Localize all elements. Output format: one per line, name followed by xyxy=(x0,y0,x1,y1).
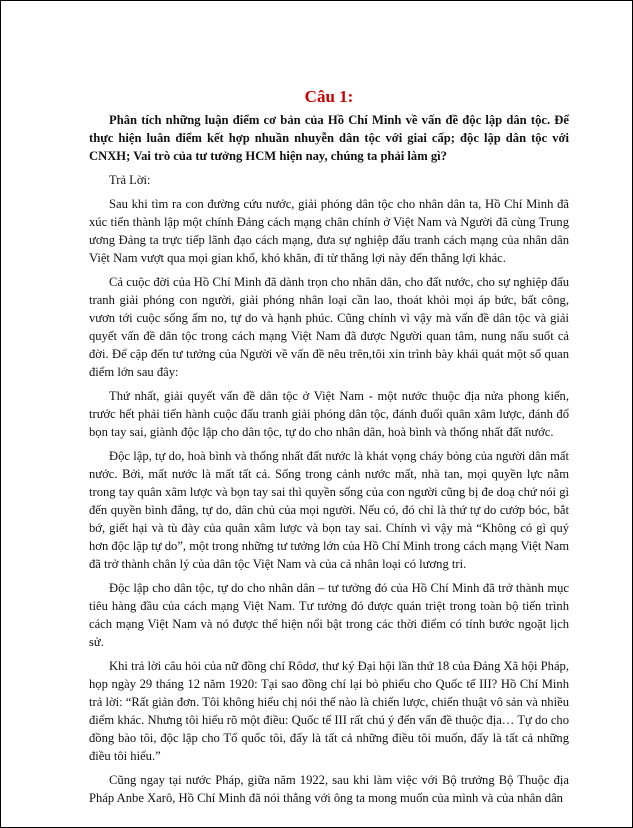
paragraph: Sau khi tìm ra con đường cứu nước, giải phóng dân tộc cho nhân dân ta, Hồ Chí Minh đã xúc tiến thành lập một chính Đảng cách mạng chân chính ở Việt Nam và Người đã cùng Trung ương Đảng ta trực tiếp lãnh đạo cách mạng, đưa sự nghiệp đấu tranh cách mạng của nhân dân Việt Nam vượt qua mọi gian khổ, khó khăn, đi từ thắng lợi này đến thắng lợi khác. xyxy=(89,197,569,265)
paragraph: Độc lập cho dân tộc, tự do cho nhân dân – tư tưởng đó của Hồ Chí Minh đã trở thành mục tiêu hàng đầu của cách mạng Việt Nam. Tư tưởng đó được quán triệt trong toàn bộ tiến trình cách mạng Việt Nam và nó được thể hiện nổi bật trong các thời điểm có tính bước ngoặt lịch sử. xyxy=(89,581,569,649)
paragraph: Cũng ngay tại nước Pháp, giữa năm 1922, sau khi làm việc với Bộ trưởng Bộ Thuộc địa Pháp Anbe Xarô, Hồ Chí Minh đã nói thẳng với ông ta mong muốn của mình và của nhân dân xyxy=(89,773,569,805)
question-text: Phân tích những luận điểm cơ bản của Hồ Chí Minh về vấn đề độc lập dân tộc. Để thực hiện luân điểm kết hợp nhuần nhuyễn dân tộc với giai cấp; độc lập dân tộc với CNXH; Vai trò của tư tưởng HCM hiện nay, chúng ta phải làm gì? xyxy=(89,113,569,163)
document-body xyxy=(89,87,569,813)
answer-label: Trả Lời: xyxy=(109,173,151,187)
paragraph: Cả cuộc đời của Hồ Chí Minh đã dành trọn cho nhân dân, cho đất nước, cho sự nghiệp đấu tranh giải phóng con người, giải phóng nhân loại cần lao, thoát khỏi mọi áp bức, bất công, vươn tới cuộc sống ấm no, tự do và hạnh phúc. Cũng chính vì vậy mà vấn đề dân tộc và giải quyết vấn đề dân tộc trong cách mạng Việt Nam đã được Người quan tâm, nung nấu suốt cả đời. Để cập đến tư tưởng của Người về vấn đề nêu trên,tôi xin trình bày khái quát một số quan điểm lớn sau đây: xyxy=(89,275,569,379)
paragraph: Độc lập, tự do, hoà bình và thống nhất đất nước là khát vọng cháy bỏng của người dân mất nước. Bởi, mất nước là mất tất cả. Sống trong cảnh nước mất, nhà tan, mọi quyền lực nằm trong tay quân xâm lược và bọn tay sai thì quyền sống của con người cũng bị đe doạ chứ nói gì đến quyền bình đẳng, tự do, dân chủ của mọi người. Nếu có, đó chỉ là thứ tự do cướp bóc, bắt bớ, giết hại và tù đày của quân xâm lược và bọn tay sai. Chính vì vậy mà “Không có gì quý hơn độc lập tự do”, một trong những tư tưởng lớn của Hồ Chí Minh trong cách mạng Việt Nam đã trở thành chân lý của dân tộc Việt Nam và của cả nhân loại có lương tri. xyxy=(89,449,570,571)
paragraph: Thứ nhất, giải quyết vấn đề dân tộc ở Việt Nam - một nước thuộc địa nửa phong kiến, trước hết phải tiến hành cuộc đấu tranh giải phóng dân tộc, đánh đuổi quân xâm lược, đánh đổ bọn tay sai, giành độc lập cho dân tộc, tự do cho nhân dân, hoà bình và thống nhất đất nước. xyxy=(89,389,569,439)
paragraph: Khi trả lời câu hỏi của nữ đồng chí Rôdơ, thư ký Đại hội lần thứ 18 của Đảng Xã hội Pháp, họp ngày 29 tháng 12 năm 1920: Tại sao đồng chí lại bỏ phiếu cho Quốc tế III? Hồ Chí Minh trả lời: “Rất giản đơn. Tôi không hiểu chị nói thế nào là chiến lược, chiến thuật vô sản và nhiều điểm khác. Nhưng tôi hiểu rõ một điều: Quốc tế III rất chú ý đến vấn đề thuộc địa… Tự do cho đồng bào tôi, độc lập cho Tổ quốc tôi, đấy là tất cả những điều tôi muốn, đấy là tất cả những điều tôi hiểu.” xyxy=(89,659,569,763)
question-title: Câu 1: xyxy=(304,87,354,106)
